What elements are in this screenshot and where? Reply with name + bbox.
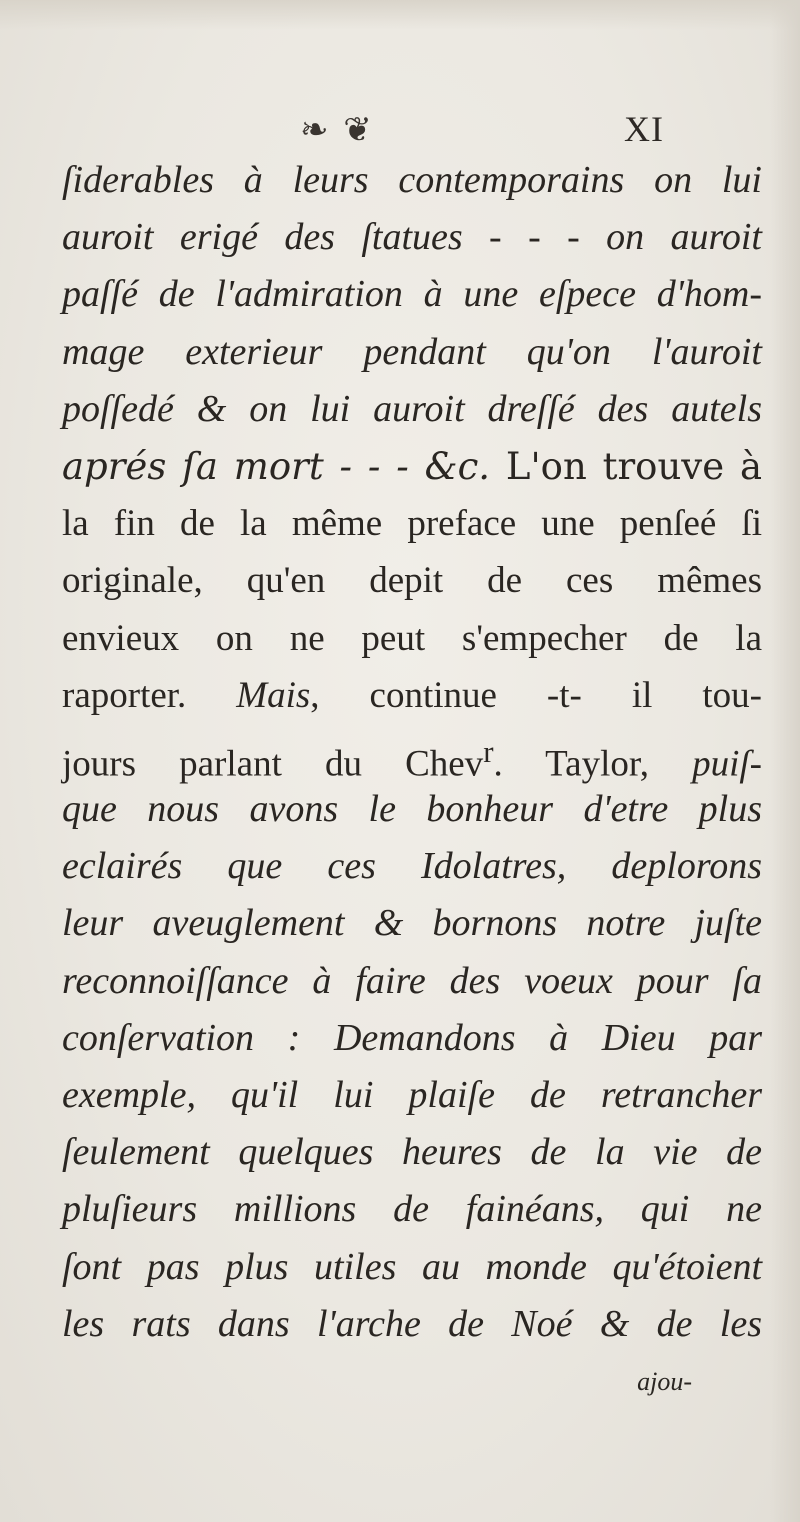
body-text xyxy=(62,152,762,1410)
running-head xyxy=(0,106,800,156)
roman-span: jours parlant du Chev xyxy=(62,743,484,785)
text-line: originale, qu'en depit de ces mêmes xyxy=(62,560,762,602)
text-line: mage exterieur pendant qu'on l'auroit xyxy=(62,330,762,373)
text-line-mixed xyxy=(62,667,762,724)
fleuron-ornament-icon: ❧ ❦ xyxy=(300,110,374,150)
text-line: leur aveuglement & bornons notre juſte xyxy=(62,902,762,945)
text-line: ſeulement quelques heures de la vie de xyxy=(62,1131,762,1174)
italic-span: Mais xyxy=(236,674,311,716)
superscript: r xyxy=(483,734,494,769)
text-line: la fin de la même preface une penſeé ſi xyxy=(62,503,762,545)
text-line: auroit erigé des ſtatues - - - on auroit xyxy=(62,216,762,259)
text-line-mixed xyxy=(62,724,762,785)
text-line: conſervation : Demandons à Dieu par xyxy=(62,1016,762,1059)
text-line: envieux on ne peut s'empecher de la xyxy=(62,617,762,659)
roman-span: . Taylor, xyxy=(493,743,649,785)
roman-span: , continue -t- il tou- xyxy=(310,674,762,716)
text-line: reconnoiſſance à faire des voeux pour ſa xyxy=(62,959,762,1002)
italic-span: aprés ſa mort - - - &c. xyxy=(62,444,491,488)
roman-span: raporter. xyxy=(62,674,187,716)
text-line: poſſedé & on lui auroit dreſſé des autels xyxy=(62,387,762,430)
text-line-mixed xyxy=(62,438,762,495)
roman-span: L'on trouve à xyxy=(505,444,763,488)
text-line: eclairés que ces Idolatres, deplorons xyxy=(62,845,762,888)
text-line: pluſieurs millions de fainéans, qui ne xyxy=(62,1188,762,1231)
text-line: ſont pas plus utiles au monde qu'étoient xyxy=(62,1245,762,1288)
text-line: ſiderables à leurs contemporains on lui xyxy=(62,159,762,201)
catchword: ajou- xyxy=(637,1366,692,1396)
text-line: que nous avons le bonheur d'etre plus xyxy=(62,788,762,831)
text-line: exemple, qu'il lui plaiſe de retrancher xyxy=(62,1074,762,1116)
text-line: les rats dans l'arche de Noé & de les xyxy=(62,1302,762,1345)
text-line: paſſé de l'admiration à une eſpece d'hom- xyxy=(62,273,762,316)
page-number: XI xyxy=(624,109,664,149)
italic-span: puiſ- xyxy=(692,743,762,785)
